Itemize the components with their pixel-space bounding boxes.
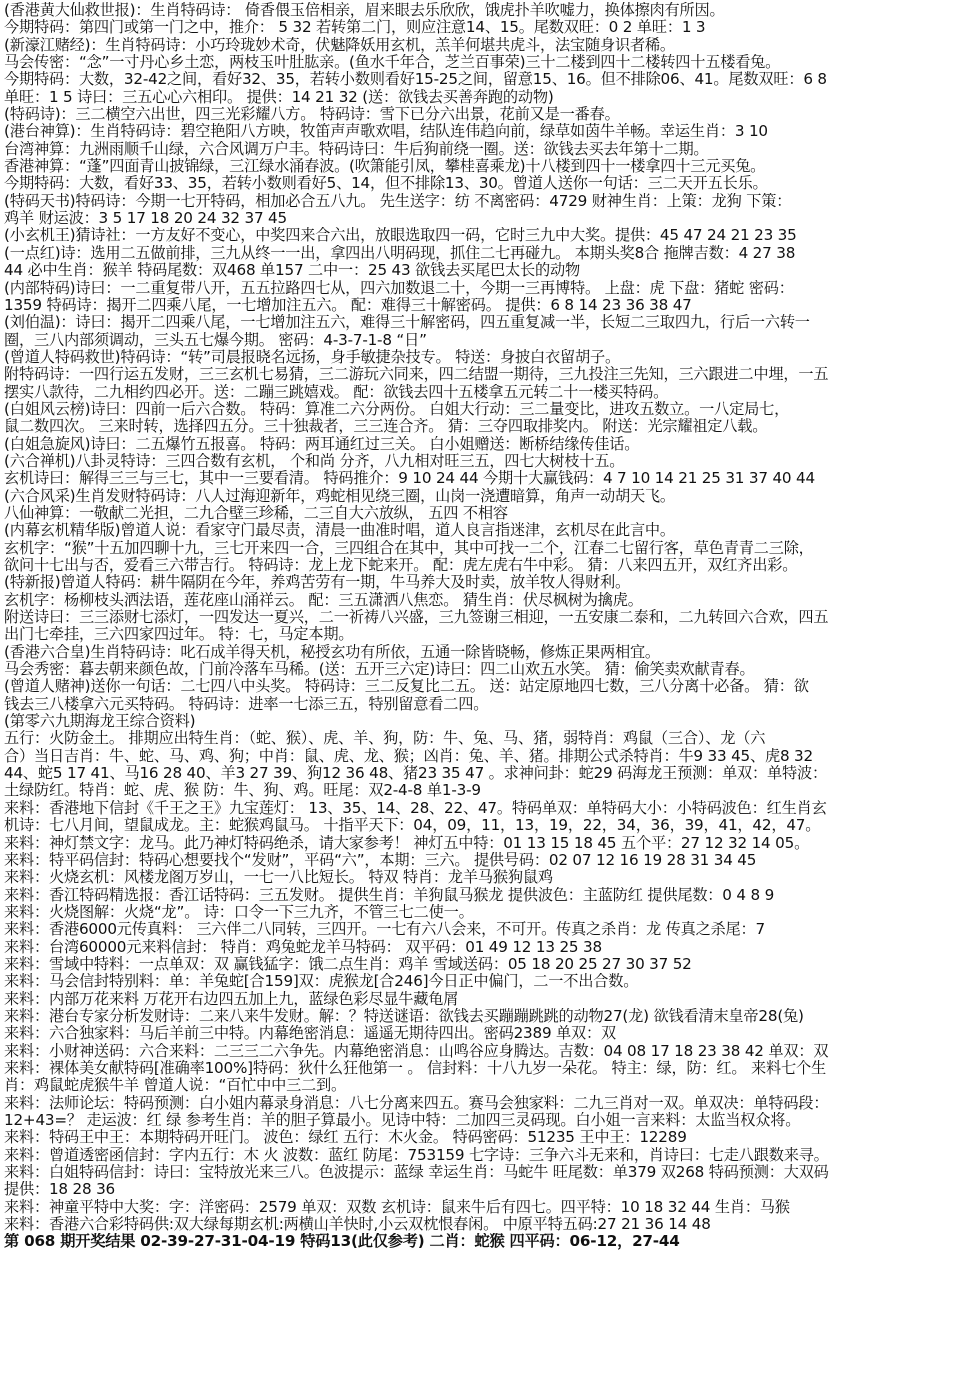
text-line: 土绿防红。特肖：蛇、虎、猴 防：牛、狗、鸡。旺尾：双2-4-8 单1-3-9	[4, 782, 481, 800]
text-line: 玄机诗曰：解得三三与三七，其中一三要看清。 特码推介：9 10 24 44 今期十大赢钱码：4 7 10 14 21 25 31 37 40 44	[4, 470, 815, 488]
text-line: 来料：六合独家料：马后羊前三中特。内幕绝密消息：遥遥无期待四出。密码2389 单双：双	[4, 1025, 617, 1043]
text-line: 摆实八款待，二九相约四必开。送：二蹦三跳嬉戏。 配：欲钱去四十五楼拿五元转二十一楼买特码。	[4, 383, 669, 401]
text-line: 来料：港台专家分析发财诗：二来八来牛发财。解：？特送谜语：欲钱去买蹦蹦跳跳的动物27(龙) 欲钱看清末皇帝28(兔)	[4, 1007, 804, 1025]
text-line: 12+43=？ 走运波：红 绿 参考生肖：羊的胆子算最小。见诗中特：二加四三灵码现。白小姐一言来料：太监当权众将。	[4, 1112, 801, 1129]
text-line: 八仙神算：一敬献二光担，二九合壁三珍稀，二三自大六放纵， 五四 不相容	[4, 504, 508, 522]
text-line: 来料：火烧玄机：风楼龙阁万岁山，一七一八比短长。 特双 特肖：龙羊马猴狗鼠鸡	[4, 869, 553, 887]
text-line: 台湾神算：九洲雨顺千山绿，六合风调万户丰。特码诗曰：牛后狗前绕一圈。送：欲钱去买去年第十二期。	[4, 140, 709, 158]
text-lines	[4, 2, 949, 1233]
text-line: 来料：神灯禁文字：龙马。此乃神灯特码绝杀，请大家参考！ 神灯五中特：01 13 15 18 45 五个平：27 12 32 14 05。	[4, 834, 810, 852]
text-line: 来料：台湾60000元来料信封： 特肖：鸡兔蛇龙羊马特码： 双平码：01 49 12 13 25 38	[4, 938, 602, 956]
text-line: 44 必中生肖：猴羊 特码尾数：双468 单157 二中一：25 43 欲钱去买尾巴太长的动物	[4, 262, 580, 280]
text-line: 香港神算：“蓬”四面青山披锦绿，三江绿水涌春波。(吹箫能引凤，攀桂喜乘龙)十八楼到四十一楼拿四十三元买兔。	[4, 158, 766, 176]
text-line: 来料：火烧图解：火烧“龙”。 诗：口令一下三九齐，不管三七二使一。	[4, 903, 474, 921]
text-line: 1359 特码诗：揭开二四乘八尾，一七增加注五六。 配：难得三十解密码。 提供：6 8 14 23 36 38 47	[4, 296, 692, 314]
text-line: 44、蛇5 17 41、马16 28 40、羊3 27 39、狗12 36 48、猪23 35 47 。求神问卦：蛇29 码海龙王预测：单双：单特波：	[4, 765, 827, 783]
text-line: (特码诗)：三二横空六出世，四三光彩耀八方。 特码诗：雪下已分六出景，花前又是一番春。	[4, 106, 620, 124]
text-line: (小玄机王)猜诗社：一方友好不变心，中奖四来合六出，放眼选取四一码，它时三九中大奖。提供：45 47 24 21 23 35	[4, 227, 797, 245]
text-line: (特码天书)特码诗：今期一七开特码，相加必合五八九。 先生送字：纺 不离密码：4729 财神生肖：上策：龙狗 下策：	[4, 192, 792, 210]
text-line: 来料：雪域中特料：一点单双：双 赢钱猛字：饿二点生肖：鸡羊 雪域送码：05 18 20 25 27 30 37 52	[4, 955, 692, 973]
text-line: 来料：白姐特码信封：诗曰：宝特放光来三八。色波提示：蓝绿 幸运生肖：马蛇牛 旺尾数：单379 双268 特码预测：大双码	[4, 1164, 829, 1182]
text-line: 马会传密：“念”一寸丹心乡土恋，两枝玉叶肚肱亲。(鱼水千年合，芝兰百事荣)三十二楼到四十二楼转四十五楼看兔。	[4, 54, 781, 72]
text-line: 来料：内部万花来料 万花开右边四五加上九，蓝绿色彩尽显牛藏龟屑	[4, 990, 459, 1008]
text-line: 圈，三八内部须调动，三头五七爆今期。 密码：4-3-7-1-8 “日”	[4, 331, 427, 349]
text-line: (港台神算)：生肖特码诗：碧空艳阳八方映，牧笛声声歌欢唱，结队连伟趋向前，绿草如茵牛羊畅。幸运生肖：3 10	[4, 123, 768, 141]
text-line: (曾道人特码救世)特码诗：“转”司晨报晓名远扬，身手敏捷杂技专。 特送：身披白衣留胡子。	[4, 348, 620, 366]
text-line: 来料：香江特码精选报：香江话特码：三五发财。 提供生肖：羊狗鼠马猴龙 提供波色：主蓝防红 提供尾数：0 4 8 9	[4, 886, 775, 904]
text-line: 钱去三八楼拿六元买特码。 特码诗：进率一七添三五，特别留意看二四。	[4, 695, 489, 713]
text-line: 来料：特平码信封：特码心想要找个“发财”，平码“六”，本期：三六。 提供号码：02 07 12 16 19 28 31 34 45	[4, 851, 757, 869]
text-line: (内幕玄机精华版)曾道人说：看家守门最尽责，清晨一曲准时唱，道人良言指迷津，玄机尽在此言中。	[4, 522, 675, 540]
text-line: 今期特码：大数，32-42之间，看好32、35，若转小数则看好15-25之间，留意15、16。但不排除06、41。尾数双旺：6 8	[4, 71, 827, 89]
text-line: 单旺：1 5 诗曰：三五心心六相印。 提供：14 21 32 (送：欲钱去买善奔跑的动物)	[4, 88, 554, 106]
text-line: 今期特码：第四门或第一门之中，推介： 5 32 若转第二门，则应注意14、15。尾数双旺：0 2 单旺：1 3	[4, 19, 706, 37]
text-line: 鸡羊 财运波：3 5 17 18 20 24 32 37 45	[4, 210, 287, 228]
text-line: (内部特码)诗曰：一二重复带八开，五五拉路四七从，四六加数退二十，今期一三再博特。 上盘：虎 下盘：猪蛇 密码：	[4, 279, 794, 297]
text-line: 五行：火防金土。 排期应出特生肖：（蛇、猴）、虎、羊、狗，防：牛、兔、马、猪，弱特肖：鸡鼠（三合）、龙（六	[4, 730, 766, 748]
text-line: (香港六合皇)生肖特码诗：叱石成羊得天机，秘授玄功有所依，五通一除皆晓畅，修炼正果两相宜。	[4, 643, 660, 661]
text-line: 来料：香港6000元传真料： 三六伴二八同转，三四开。一七有六八会来，不可开。传真之杀肖：龙 传真之杀尾：7	[4, 921, 765, 939]
text-line: (曾道人赌神)送你一句话：二七四八中头奖。 特码诗：三二反复比二五。 送：站定原地四七数，三八分离十必备。 猜：欲	[4, 678, 809, 696]
text-line: 鼠二数四次。 三来时转，选择四五分。三十独裁者，三三连合齐。 猜：三夺四取排奖内。 附送：光宗耀祖定八载。	[4, 418, 768, 436]
text-line: (特新报)曾道人特码：耕牛隔阴在今年，养鸡苦劳有一期，牛马养大及时卖，放羊牧人得财利。	[4, 574, 630, 592]
text-line: 来料：马会信封特别料：单：羊兔蛇[合159]双：虎猴龙[合246]今日正中偏门，二一不出合数。	[4, 973, 639, 991]
text-line: 附送诗曰：三三添财七添灯，一四发达一夏兴，二一祈祷八兴盛，三九签谢三相迎，一五安康二泰和，二九转回六合欢，四五	[4, 609, 829, 627]
text-line: 来料：神童平特中大奖：字：洋密码：2579 单双：双数 玄机诗：鼠来牛后有四七。四平特：10 18 32 44 生肖：马猴	[4, 1198, 790, 1216]
text-line: 肖：鸡鼠蛇虎猴牛羊 曾道人说：“百忙中中三二到。	[4, 1077, 347, 1095]
text-line: (香港黄大仙救世报)：生肖特码诗： 倚香偎玉倍相亲，眉来眼去乐欣欣，饿虎扑羊吹嘘力，换体擦肉有所因。	[4, 2, 725, 19]
text-line: 机诗：七八月间，望鼠成龙。主：蛇猴鸡鼠马。 十指平天下：04，09，11，13，19，22，34，36，39，41，42，47。	[4, 817, 821, 835]
text-line: 提供：18 28 36	[4, 1181, 115, 1199]
text-line: (新濠江赌经)：生肖特码诗：小巧玲珑妙术奇，伏魅降妖用玄机，羔羊何堪共虎斗，法宝随身识者稀。	[4, 36, 675, 54]
text-line: (第零六九期海龙王综合资料)	[4, 713, 196, 731]
text-line: (刘伯温)：诗曰：揭开二四乘八尾，一七增加注五六，难得三十解密码，四五重复减一半，长短二三取四九，行后一六转一	[4, 314, 810, 332]
text-line: 来料：裸体美女献特码[准确率100%]特码：狄什么狂他第一 。 信封料：十八九岁一朵花。 特主：绿，防：红。 来料七个生	[4, 1059, 826, 1077]
text-line: 欲问十七出与否，爱看三六带吉行。 特码诗：龙上龙下蛇来开。 配：虎左虎右牛中彩。 猜：八来四五开，双红齐出彩。	[4, 557, 798, 574]
text-line: 来料：小财神送码：六合来料：二三三二六争先。内幕绝密消息：山鸣谷应身腾达。吉数：04 08 17 18 23 38 42 单双：双	[4, 1042, 829, 1060]
text-line: (白姐急旋风)诗曰：二五爆竹五报喜。 特码：两耳通红过三关。 白小姐赠送：断桥结缘传佳话。	[4, 435, 640, 453]
text-line: 附特码诗：一四行运五发财，三三玄机七易猜，三二游玩六同来，四二结盟一期待，三九投注三先知，三六跟进二中埋，一五	[4, 366, 829, 384]
text-line: (六合禅机)八卦灵特诗：三四合数有玄机， 个和尚 分齐，八九相对旺三五，四七大树枝十五。	[4, 452, 625, 470]
text-line: 来料：法师论坛：特码预测：白小姐内幕录身消息：八七分离来四五。赛马会独家料：二九三肖对一双。单双决：单特码段：	[4, 1094, 829, 1112]
text-line: (六合风采)生肖发财特码诗：八人过海迎新年，鸡蛇相见绕三圈，山岗一浇遭暗算，角声一动胡天飞。	[4, 487, 675, 505]
text-line: (一点红)诗：选用二五做前排，三九从终一一出，拿四出八明码现，抓住二七再碰九。 本期头奖8合 拖牌吉数：4 27 38	[4, 244, 796, 262]
text-line: 玄机字：杨柳枝头洒法语，莲花座山涌祥云。 配：三五潇洒八焦恋。 猜生肖：伏尽枫树为擒虎。	[4, 591, 643, 609]
text-line: 来料：香港六合彩特码供:双大绿每期玄机:两横山羊快时,小云双枕恨春闲。 中原平特五码:27 21 36 14 48	[4, 1216, 711, 1234]
text-line: 今期特码：大数，看好33、35，若转小数则看好5、14，但不排除13、30。曾道人送你一句话：三二天开五长乐。	[4, 175, 768, 193]
text-line: 合）当日吉肖：牛、蛇、马、鸡、狗；中肖：鼠、虎、龙、猴；凶肖：兔、羊、猪。排期公式杀特肖：牛9 33 45、虎8 32	[4, 747, 813, 765]
text-line: 玄机字：“猴”十五加四聊十九，三七开来四一合，三四组合在其中，其中可找一二个，江春二七留行客，草色青青二三除，	[4, 539, 814, 557]
text-line: 马会秀密：暮去朝来颜色故，门前冷落车马稀。(送：五开三六定)诗曰：四二山欢五水笑。 猜：偷笑卖欢献青春。	[4, 661, 755, 679]
text-line: 来料：特码王中王：本期特码开旺门。 波色：绿红 五行：木火金。 特码密码：51235 王中王：12289	[4, 1129, 687, 1147]
text-line: 出门七牵挂，三六四家四过年。 特：七，马定本期。	[4, 626, 354, 644]
footer-results-line: 第 068 期开奖结果 02-39-27-31-04-19 特码13(此仅参考) 二肖：蛇猴 四平码：06-12，27-44	[4, 1233, 680, 1251]
text-line: 来料：香港地下信封《千王之王》九宝莲灯： 13、35、14、28、22、47。特码单双：单特码大小：小特码波色：红生肖玄	[4, 799, 827, 817]
text-line: 来料：曾道透密函信封：字内五行：木 火 波数：蓝红 防尾：753159 七字诗：三争六斗无来和，肖诗曰：七走八跟数来寻。	[4, 1146, 829, 1164]
text-line: (白姐风云榜)诗曰：四前一后六合数。 特码：算准二六分两份。 白姐大行动：三二量变比，进攻五数立。一八定局七，	[4, 400, 790, 418]
